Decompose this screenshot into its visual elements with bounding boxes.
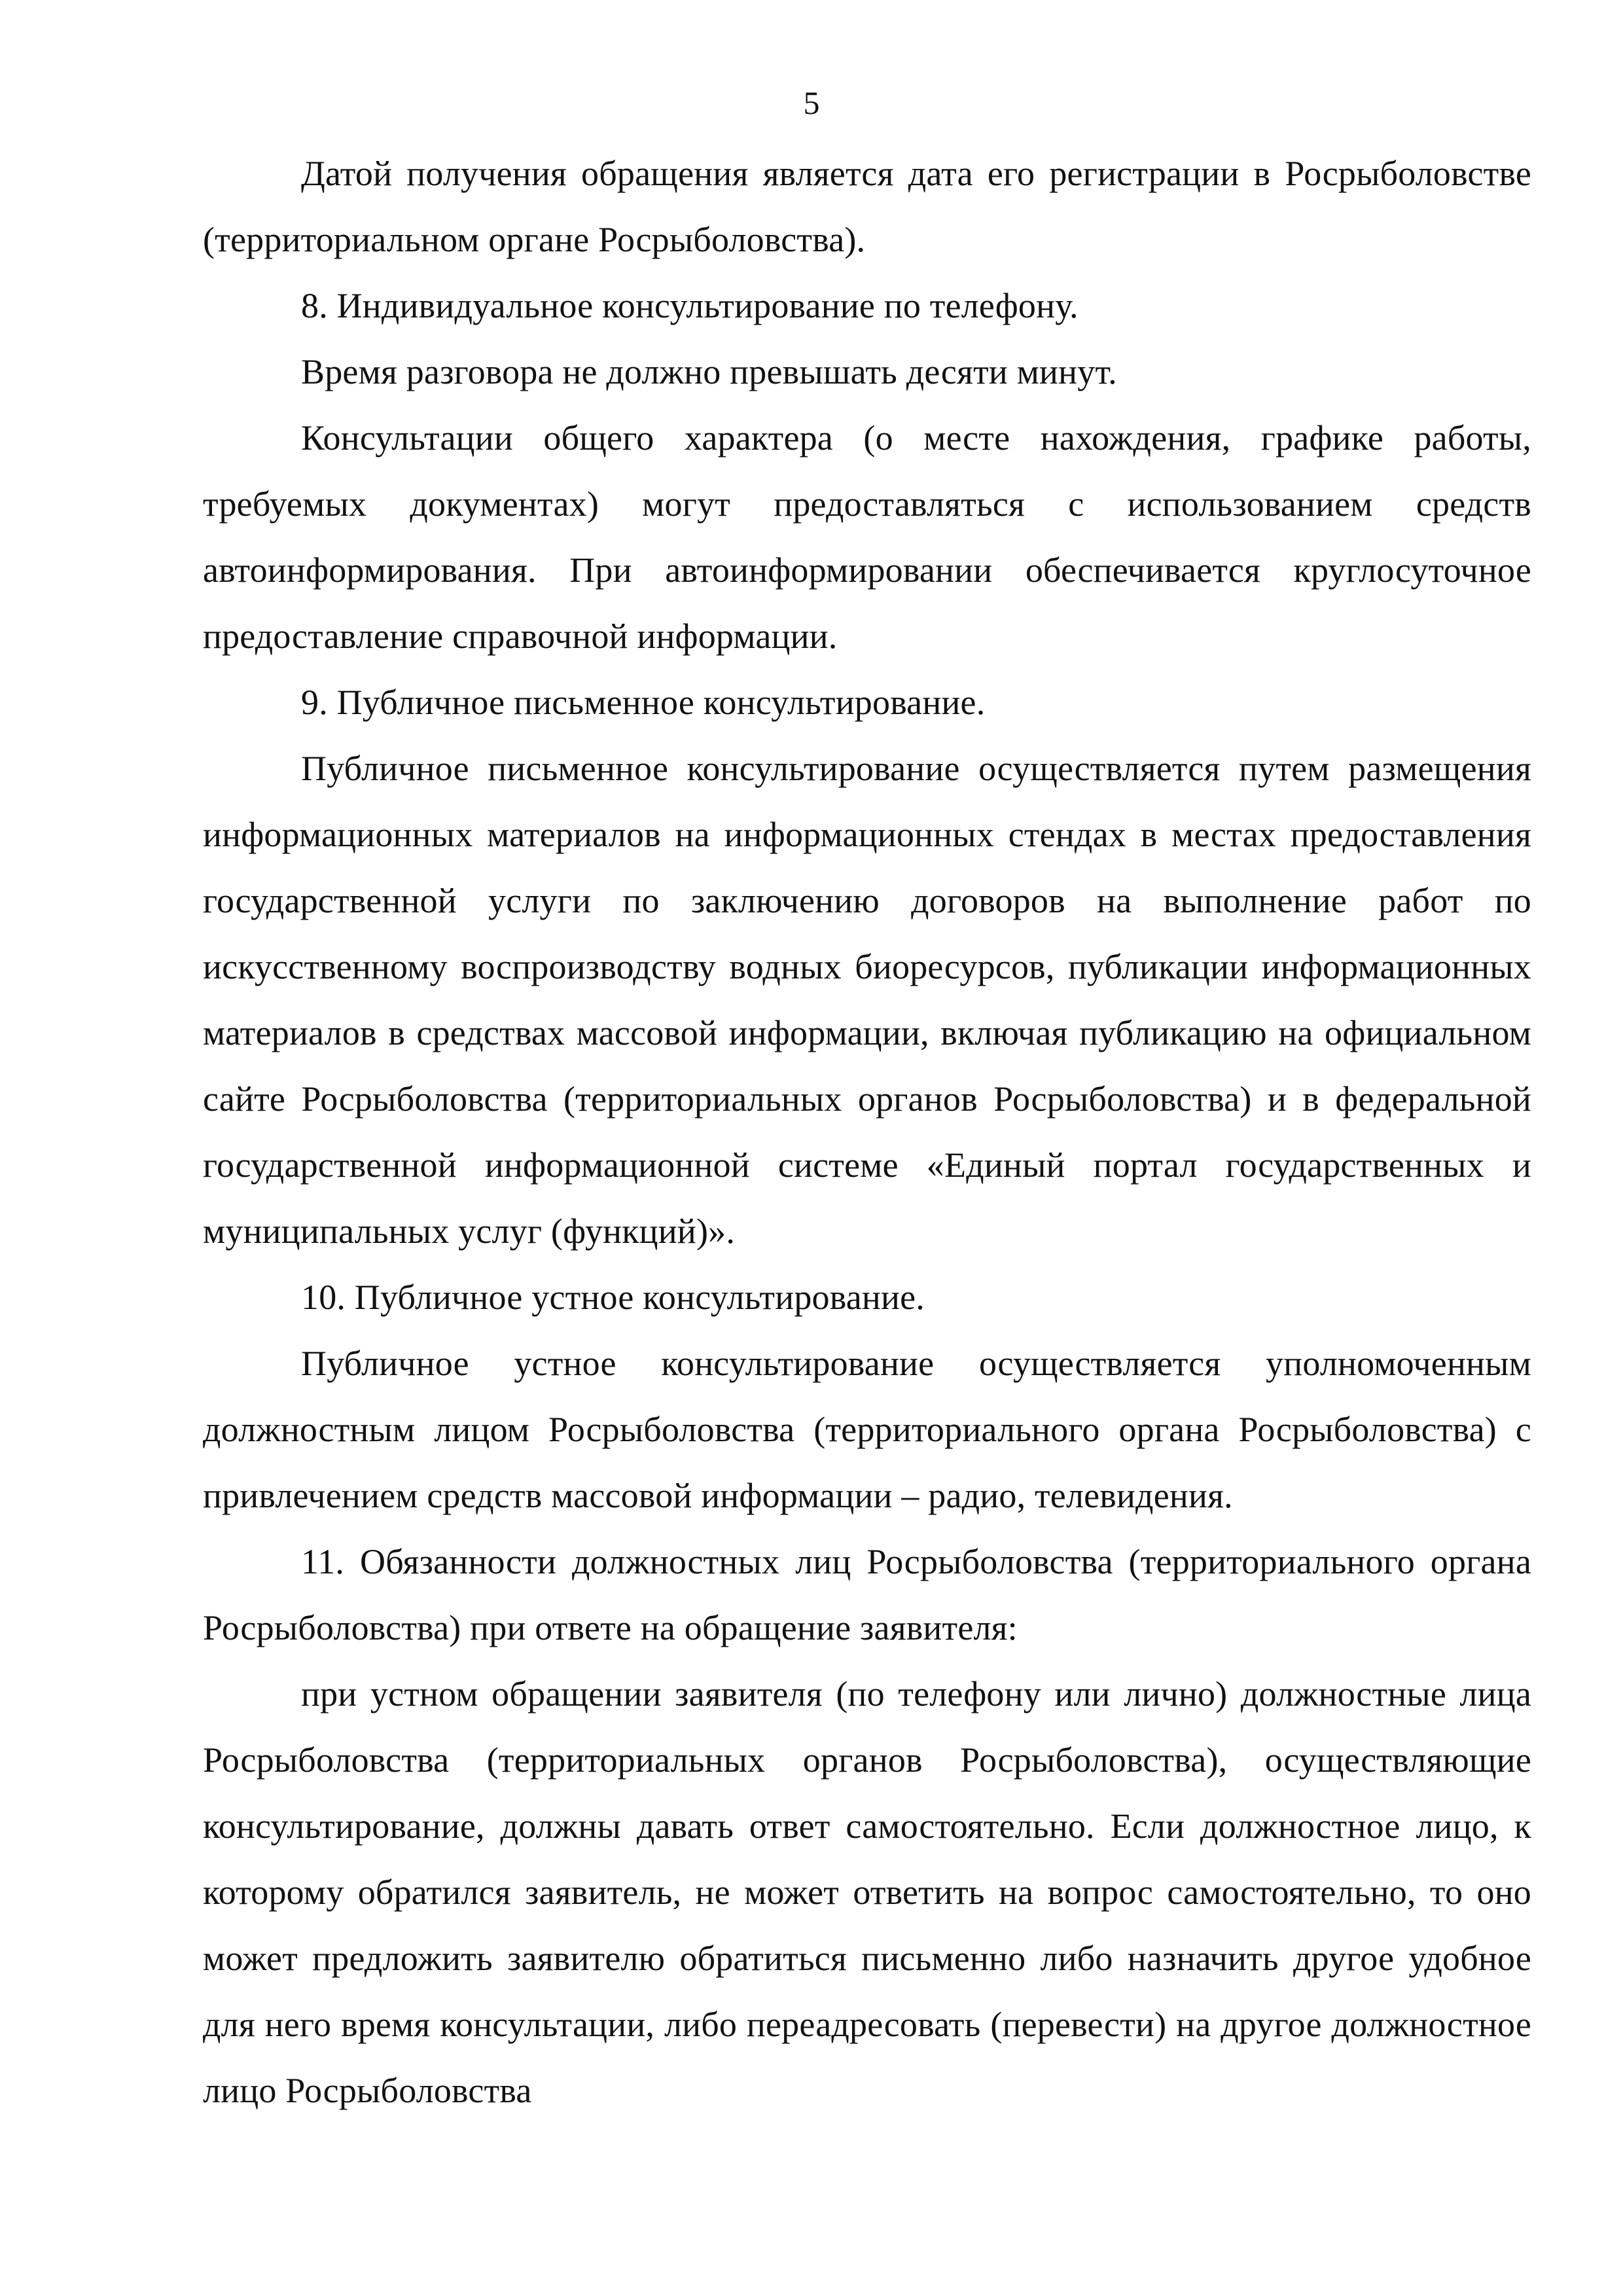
paragraph-auto-informing: Консультации общего характера (о месте нахождения, графике работы, требуемых документах) могут предоставляться с использованием средств автоинформирования. При автоинформировании обеспечивается круглосуточное предоставление справочной информации. <box>203 418 1531 656</box>
heading-item-9: 9. Публичное письменное консультирование. <box>301 683 986 722</box>
paragraph-receipt-date: Датой получения обращения является дата его регистрации в Росрыболовстве (территориальном органе Росрыболовства). <box>203 154 1531 259</box>
paragraph-public-oral: Публичное устное консультирование осуществляется уполномоченным должностным лицом Росрыболовства (территориального органа Росрыболовства) с привлечением средств массовой информации – радио, телевидения. <box>203 1344 1531 1515</box>
heading-item-8: 8. Индивидуальное консультирование по телефону. <box>301 286 1079 325</box>
paragraph-public-written: Публичное письменное консультирование осуществляется путем размещения информационных материалов на информационных стендах в местах предоставления государственной услуги по заключению договоров на выполнение работ по искусственному воспроизводству водных биоресурсов, публикации информационных материалов в средствах массовой информации, включая публикацию на официальном сайте Росрыболовства (территориальных органов Росрыболовства) и в федеральной государственной информационной системе «Единый портал государственных и муниципальных услуг (функций)». <box>203 749 1531 1251</box>
heading-item-11: 11. Обязанности должностных лиц Росрыболовства (территориального органа Росрыболовства) при ответе на обращение заявителя: <box>203 1542 1531 1647</box>
paragraph-oral-request-duties: при устном обращении заявителя (по телефону или лично) должностные лица Росрыболовства (территориальных органов Росрыболовства), осуществляющие консультирование, должны давать ответ самостоятельно. Если должностное лицо, к которому обратился заявитель, не может ответить на вопрос самостоятельно, то оно может предложить заявителю обратиться письменно либо назначить другое удобное для него время консультации, либо переадресовать (перевести) на другое должностное лицо Росрыболовства <box>203 1674 1531 2110</box>
paragraph-call-duration: Время разговора не должно превышать десяти минут. <box>301 352 1117 391</box>
document-body <box>203 141 1531 2124</box>
page-number: 5 <box>803 84 820 121</box>
heading-item-10: 10. Публичное устное консультирование. <box>301 1278 925 1317</box>
